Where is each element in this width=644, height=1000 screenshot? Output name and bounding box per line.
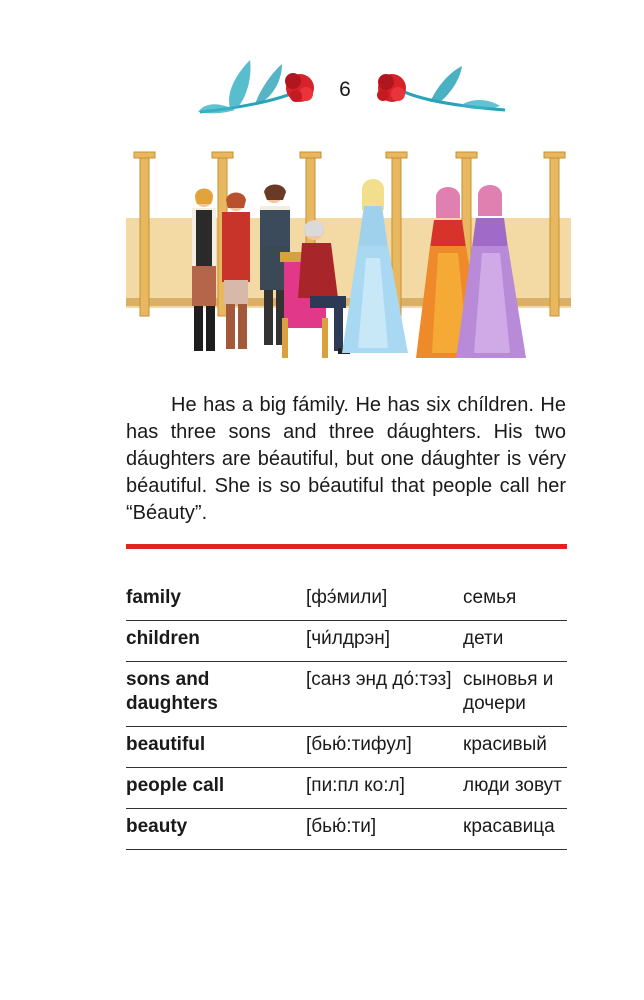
vocab-translation: люди зовут <box>463 768 567 809</box>
table-row <box>126 621 567 662</box>
vocab-transcription: [фэ́мили] <box>306 580 463 621</box>
vocab-translation: семья <box>463 580 567 621</box>
story-illustration <box>126 148 571 378</box>
rose-decoration <box>0 50 644 130</box>
story-paragraph: He has a big fámily. He has six chíldren. He has three sons and three dáughters. His two dáughters are béautiful, but one dáughter is véry béautiful. She is so béautiful that people call her “Béauty”. <box>126 394 566 524</box>
vocab-translation: дети <box>463 621 567 662</box>
page-header <box>0 50 644 130</box>
vocab-word: beautiful <box>126 727 306 768</box>
page-number: 6 <box>339 78 351 101</box>
vocab-translation: сыновья и дочери <box>463 662 567 727</box>
section-divider <box>126 544 567 549</box>
vocab-translation: красивый <box>463 727 567 768</box>
vocab-word: sons and daughters <box>126 662 306 727</box>
vocab-word: family <box>126 580 306 621</box>
table-row <box>126 662 567 727</box>
family-scene-image <box>126 148 571 378</box>
vocab-transcription: [бью́:ти] <box>306 809 463 850</box>
table-row <box>126 809 567 850</box>
vocab-transcription: [санз энд до́:тэз] <box>306 662 463 727</box>
vocab-translation: красавица <box>463 809 567 850</box>
vocab-transcription: [бью́:тифул] <box>306 727 463 768</box>
table-row <box>126 727 567 768</box>
vocab-transcription: [пи:пл ко:л] <box>306 768 463 809</box>
table-row <box>126 768 567 809</box>
vocabulary-table <box>126 580 567 850</box>
vocab-word: beauty <box>126 809 306 850</box>
vocab-transcription: [чи́лдрэн] <box>306 621 463 662</box>
vocab-word: people call <box>126 768 306 809</box>
vocab-word: children <box>126 621 306 662</box>
table-row <box>126 580 567 621</box>
